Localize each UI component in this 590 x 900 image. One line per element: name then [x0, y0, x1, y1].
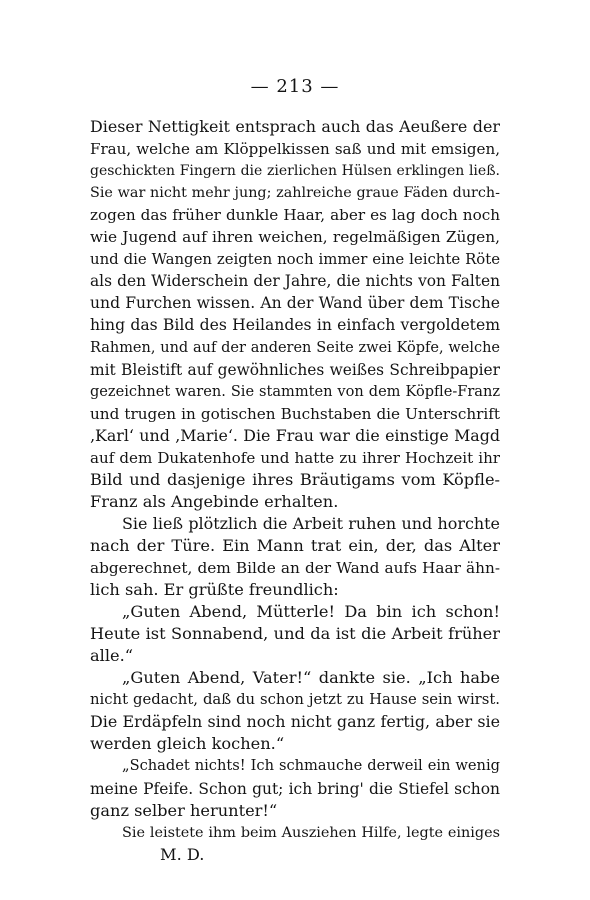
page-number: — 213 —: [250, 76, 340, 97]
text-line: Franz als Angebinde erhalten.: [90, 491, 339, 511]
text-line: Die Erdäpfeln sind noch nicht ganz fertig, aber sie: [90, 712, 500, 732]
text-line: und trugen in gotischen Buchstaben die Unterschrift: [90, 404, 500, 423]
text-line: Dieser Nettigkeit entsprach auch das Aeußere der: [90, 117, 500, 136]
text-line: zogen das früher dunkle Haar, aber es lag doch noch: [90, 206, 500, 225]
text-line: „Guten Abend, Vater!“ dankte sie. „Ich habe: [122, 668, 500, 688]
text-line: Sie ließ plötzlich die Arbeit ruhen und horchte: [122, 513, 500, 533]
text-line: lich sah. Er grüßte freundlich:: [90, 580, 339, 600]
text-line: gezeichnet waren. Sie stammten von dem Köpfle-Franz: [90, 382, 500, 400]
text-line: ganz selber herunter!“: [90, 800, 278, 820]
text-line: und Furchen wissen. An der Wand über dem Tische: [90, 294, 500, 313]
text-line: hing das Bild des Heilandes in einfach vergoldetem: [90, 316, 500, 335]
text-line: meine Pfeife. Schon gut; ich bring' die Stiefel schon: [90, 779, 500, 798]
text-line: mit Bleistift auf gewöhnliches weißes Schreibpapier: [90, 360, 500, 379]
text-line: nach der Türe. Ein Mann trat ein, der, das Alter: [90, 535, 500, 555]
text-line: Sie leistete ihm beim Ausziehen Hilfe, legte einiges: [122, 824, 500, 841]
text-line: auf dem Dukatenhofe und hatte zu ihrer Hochzeit ihr: [90, 448, 500, 467]
text-line: „Schadet nichts! Ich schmauche derweil ein wenig: [122, 757, 500, 775]
text-line: Rahmen, und auf der anderen Seite zwei Köpfe, welche: [90, 339, 500, 356]
text-line: als den Widerschein der Jahre, die nichts von Falten: [90, 272, 500, 291]
text-line: Sie war nicht mehr jung; zahlreiche graue Fäden durch-: [90, 185, 500, 202]
text-line: werden gleich kochen.“: [90, 734, 285, 754]
text-line: und die Wangen zeigten noch immer eine leichte Röte: [90, 250, 500, 269]
text-line: Frau, welche am Klöppelkissen saß und mit emsigen,: [90, 140, 500, 159]
signature-mark: M. D.: [160, 844, 205, 864]
text-line: „Guten Abend, Mütterle! Da bin ich schon!: [122, 602, 500, 622]
text-line: Bild und dasjenige ihres Bräutigams vom Köpfle-: [90, 469, 500, 489]
text-line: Heute ist Sonnabend, und da ist die Arbeit früher: [90, 624, 500, 644]
text-line: nicht gedacht, daß du schon jetzt zu Hause sein wirst.: [90, 691, 500, 709]
text-line: abgerechnet, dem Bilde an der Wand aufs Haar ähn-: [90, 559, 500, 577]
text-line: ‚Karl‘ und ‚Marie‘. Die Frau war die einstige Magd: [90, 425, 500, 445]
text-line: geschickten Fingern die zierlichen Hülsen erklingen ließ.: [90, 163, 500, 180]
text-line: wie Jugend auf ihren weichen, regelmäßigen Zügen,: [90, 228, 500, 247]
text-line: alle.“: [90, 646, 134, 666]
